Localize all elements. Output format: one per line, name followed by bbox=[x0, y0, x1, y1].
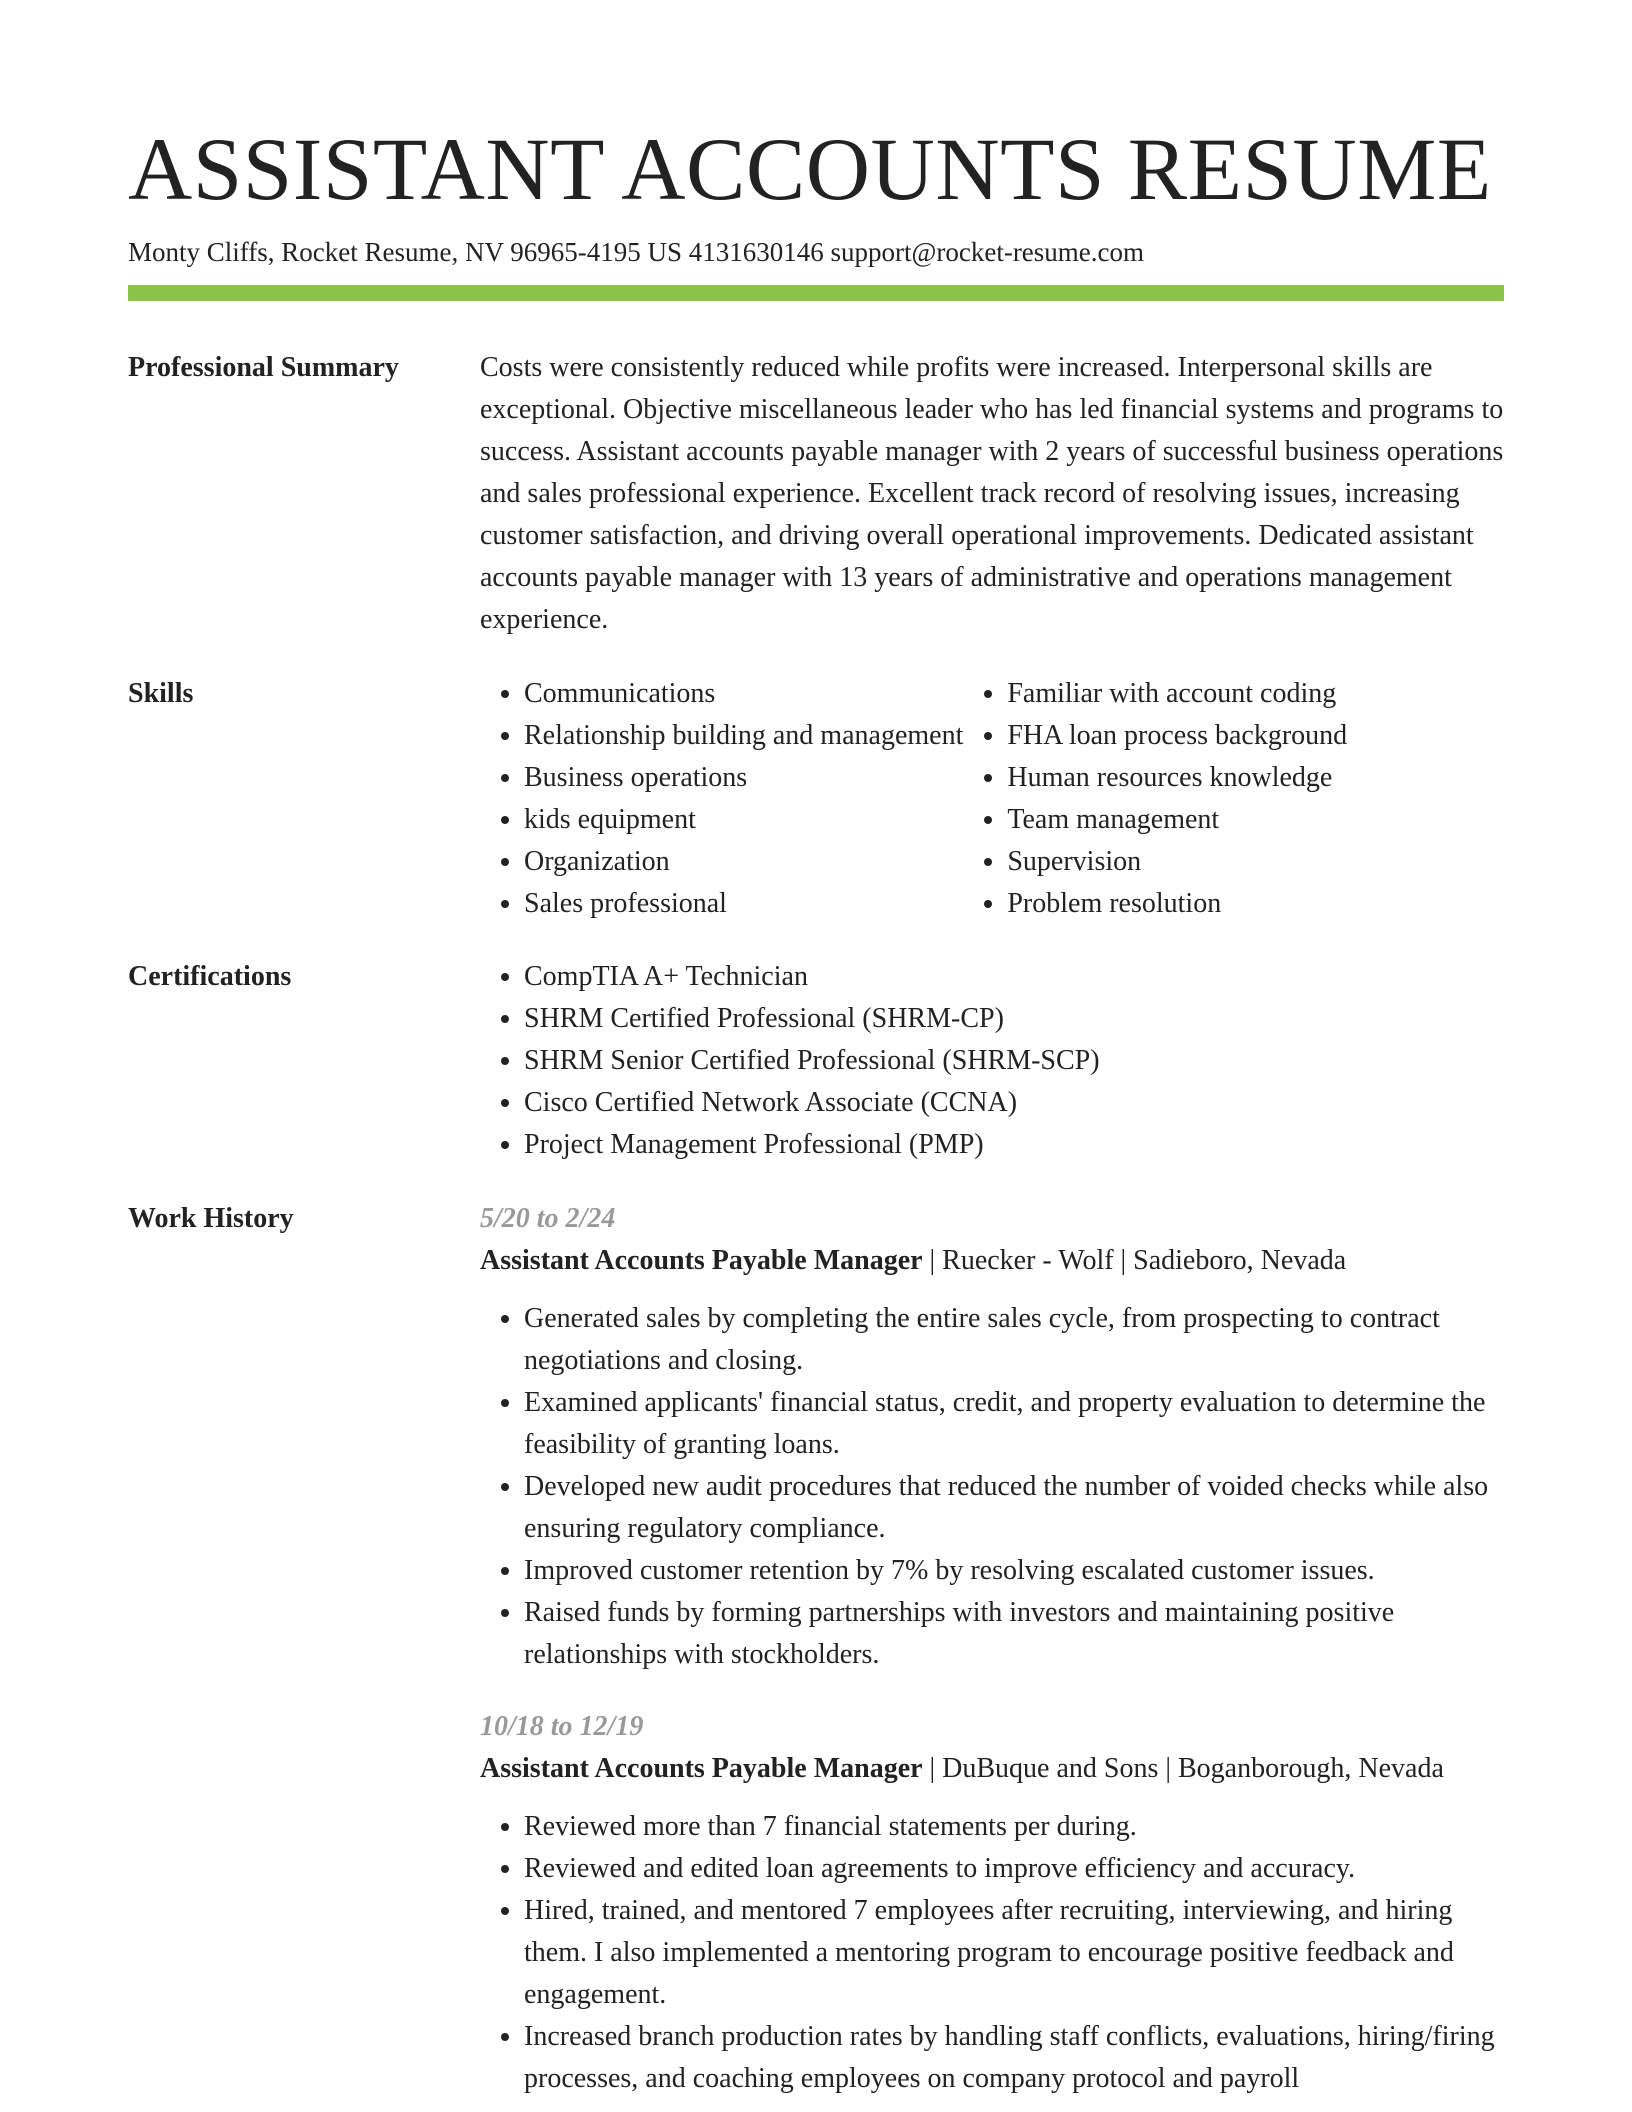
job-entry bbox=[480, 1706, 1504, 2100]
section-label-work-history: Work History bbox=[128, 1203, 294, 1234]
job-company-location: | DuBuque and Sons | Boganborough, Nevada bbox=[922, 1753, 1444, 1784]
skill-item: • Familiar with account coding bbox=[1007, 673, 1504, 715]
job-title: Assistant Accounts Payable Manager bbox=[480, 1753, 923, 1784]
summary-text: Costs were consistently reduced while profits were increased. Interpersonal skills are exceptional. Objective miscellaneous leader who has led financial systems and programs to success. Assistant accounts payable manager with 2 years of successful business operations and sales professional experience. Excellent track record of resolving issues, increasing customer satisfaction, and driving overall operational improvements. Dedicated assistant accounts payable manager with 13 years of administrative and operations management experience. bbox=[480, 352, 1504, 635]
job-bullet: • Reviewed more than 7 financial statements per during. bbox=[524, 1806, 1504, 1848]
job-bullet: • Reviewed and edited loan agreements to improve efficiency and accuracy. bbox=[524, 1848, 1504, 1890]
job-bullet: • Raised funds by forming partnerships with investors and maintaining positive relationships with stockholders. bbox=[524, 1592, 1504, 1676]
job-bullet: • Generated sales by completing the entire sales cycle, from prospecting to contract negotiations and closing. bbox=[524, 1298, 1504, 1382]
job-bullets bbox=[480, 1298, 1504, 1676]
certification-item: • Cisco Certified Network Associate (CCNA) bbox=[524, 1082, 1504, 1124]
section-label-certifications: Certifications bbox=[128, 961, 292, 992]
skill-item: • Problem resolution bbox=[1007, 883, 1504, 925]
skills-list-left bbox=[480, 673, 963, 925]
job-bullet: • Hired, trained, and mentored 7 employees after recruiting, interviewing, and hiring them. I also implemented a mentoring program to encourage positive feedback and engagement. bbox=[524, 1890, 1504, 2016]
job-bullet: • Improved customer retention by 7% by resolving escalated customer issues. bbox=[524, 1550, 1504, 1592]
certification-item: • Project Management Professional (PMP) bbox=[524, 1124, 1504, 1166]
skill-item: • Team management bbox=[1007, 799, 1504, 841]
section-label-skills: Skills bbox=[128, 678, 194, 709]
work-history-content bbox=[480, 1198, 1504, 2100]
skills-list-right bbox=[963, 673, 1504, 925]
job-dates: 10/18 to 12/19 bbox=[480, 1711, 644, 1742]
section-label-summary: Professional Summary bbox=[128, 352, 399, 383]
skill-item: • Relationship building and management bbox=[524, 715, 963, 757]
skill-item: • FHA loan process background bbox=[1007, 715, 1504, 757]
summary-content bbox=[480, 347, 1504, 641]
certifications-list bbox=[480, 956, 1504, 1166]
job-heading bbox=[480, 1748, 1504, 1790]
job-bullet: • Examined applicants' financial status, credit, and property evaluation to determine the feasibility of granting loans. bbox=[524, 1382, 1504, 1466]
skill-item: • Supervision bbox=[1007, 841, 1504, 883]
job-bullets bbox=[480, 1806, 1504, 2100]
job-title: Assistant Accounts Payable Manager bbox=[480, 1245, 923, 1276]
accent-divider bbox=[128, 285, 1504, 301]
job-bullet: • Increased branch production rates by handling staff conflicts, evaluations, hiring/firing processes, and coaching employees on company protocol and payroll bbox=[524, 2016, 1504, 2100]
skill-item: • Communications bbox=[524, 673, 963, 715]
certification-item: • CompTIA A+ Technician bbox=[524, 956, 1504, 998]
certification-item: • SHRM Certified Professional (SHRM-CP) bbox=[524, 998, 1504, 1040]
job-dates: 5/20 to 2/24 bbox=[480, 1203, 616, 1234]
certification-item: • SHRM Senior Certified Professional (SHRM-SCP) bbox=[524, 1040, 1504, 1082]
job-entry bbox=[480, 1198, 1504, 1676]
skill-item: • Human resources knowledge bbox=[1007, 757, 1504, 799]
job-heading bbox=[480, 1240, 1504, 1282]
job-bullet: • Developed new audit procedures that reduced the number of voided checks while also ensuring regulatory compliance. bbox=[524, 1466, 1504, 1550]
skill-item: • Sales professional bbox=[524, 883, 963, 925]
skill-item: • kids equipment bbox=[524, 799, 963, 841]
skill-item: • Business operations bbox=[524, 757, 963, 799]
contact-line: Monty Cliffs, Rocket Resume, NV 96965-4195 US 4131630146 support@rocket-resume.com bbox=[128, 237, 1145, 267]
resume-title: ASSISTANT ACCOUNTS RESUME bbox=[128, 121, 1492, 219]
certifications-content bbox=[480, 956, 1504, 1166]
skills-columns bbox=[480, 673, 1504, 925]
job-company-location: | Ruecker - Wolf | Sadieboro, Nevada bbox=[922, 1245, 1347, 1276]
skill-item: • Organization bbox=[524, 841, 963, 883]
resume-header bbox=[128, 118, 1504, 270]
